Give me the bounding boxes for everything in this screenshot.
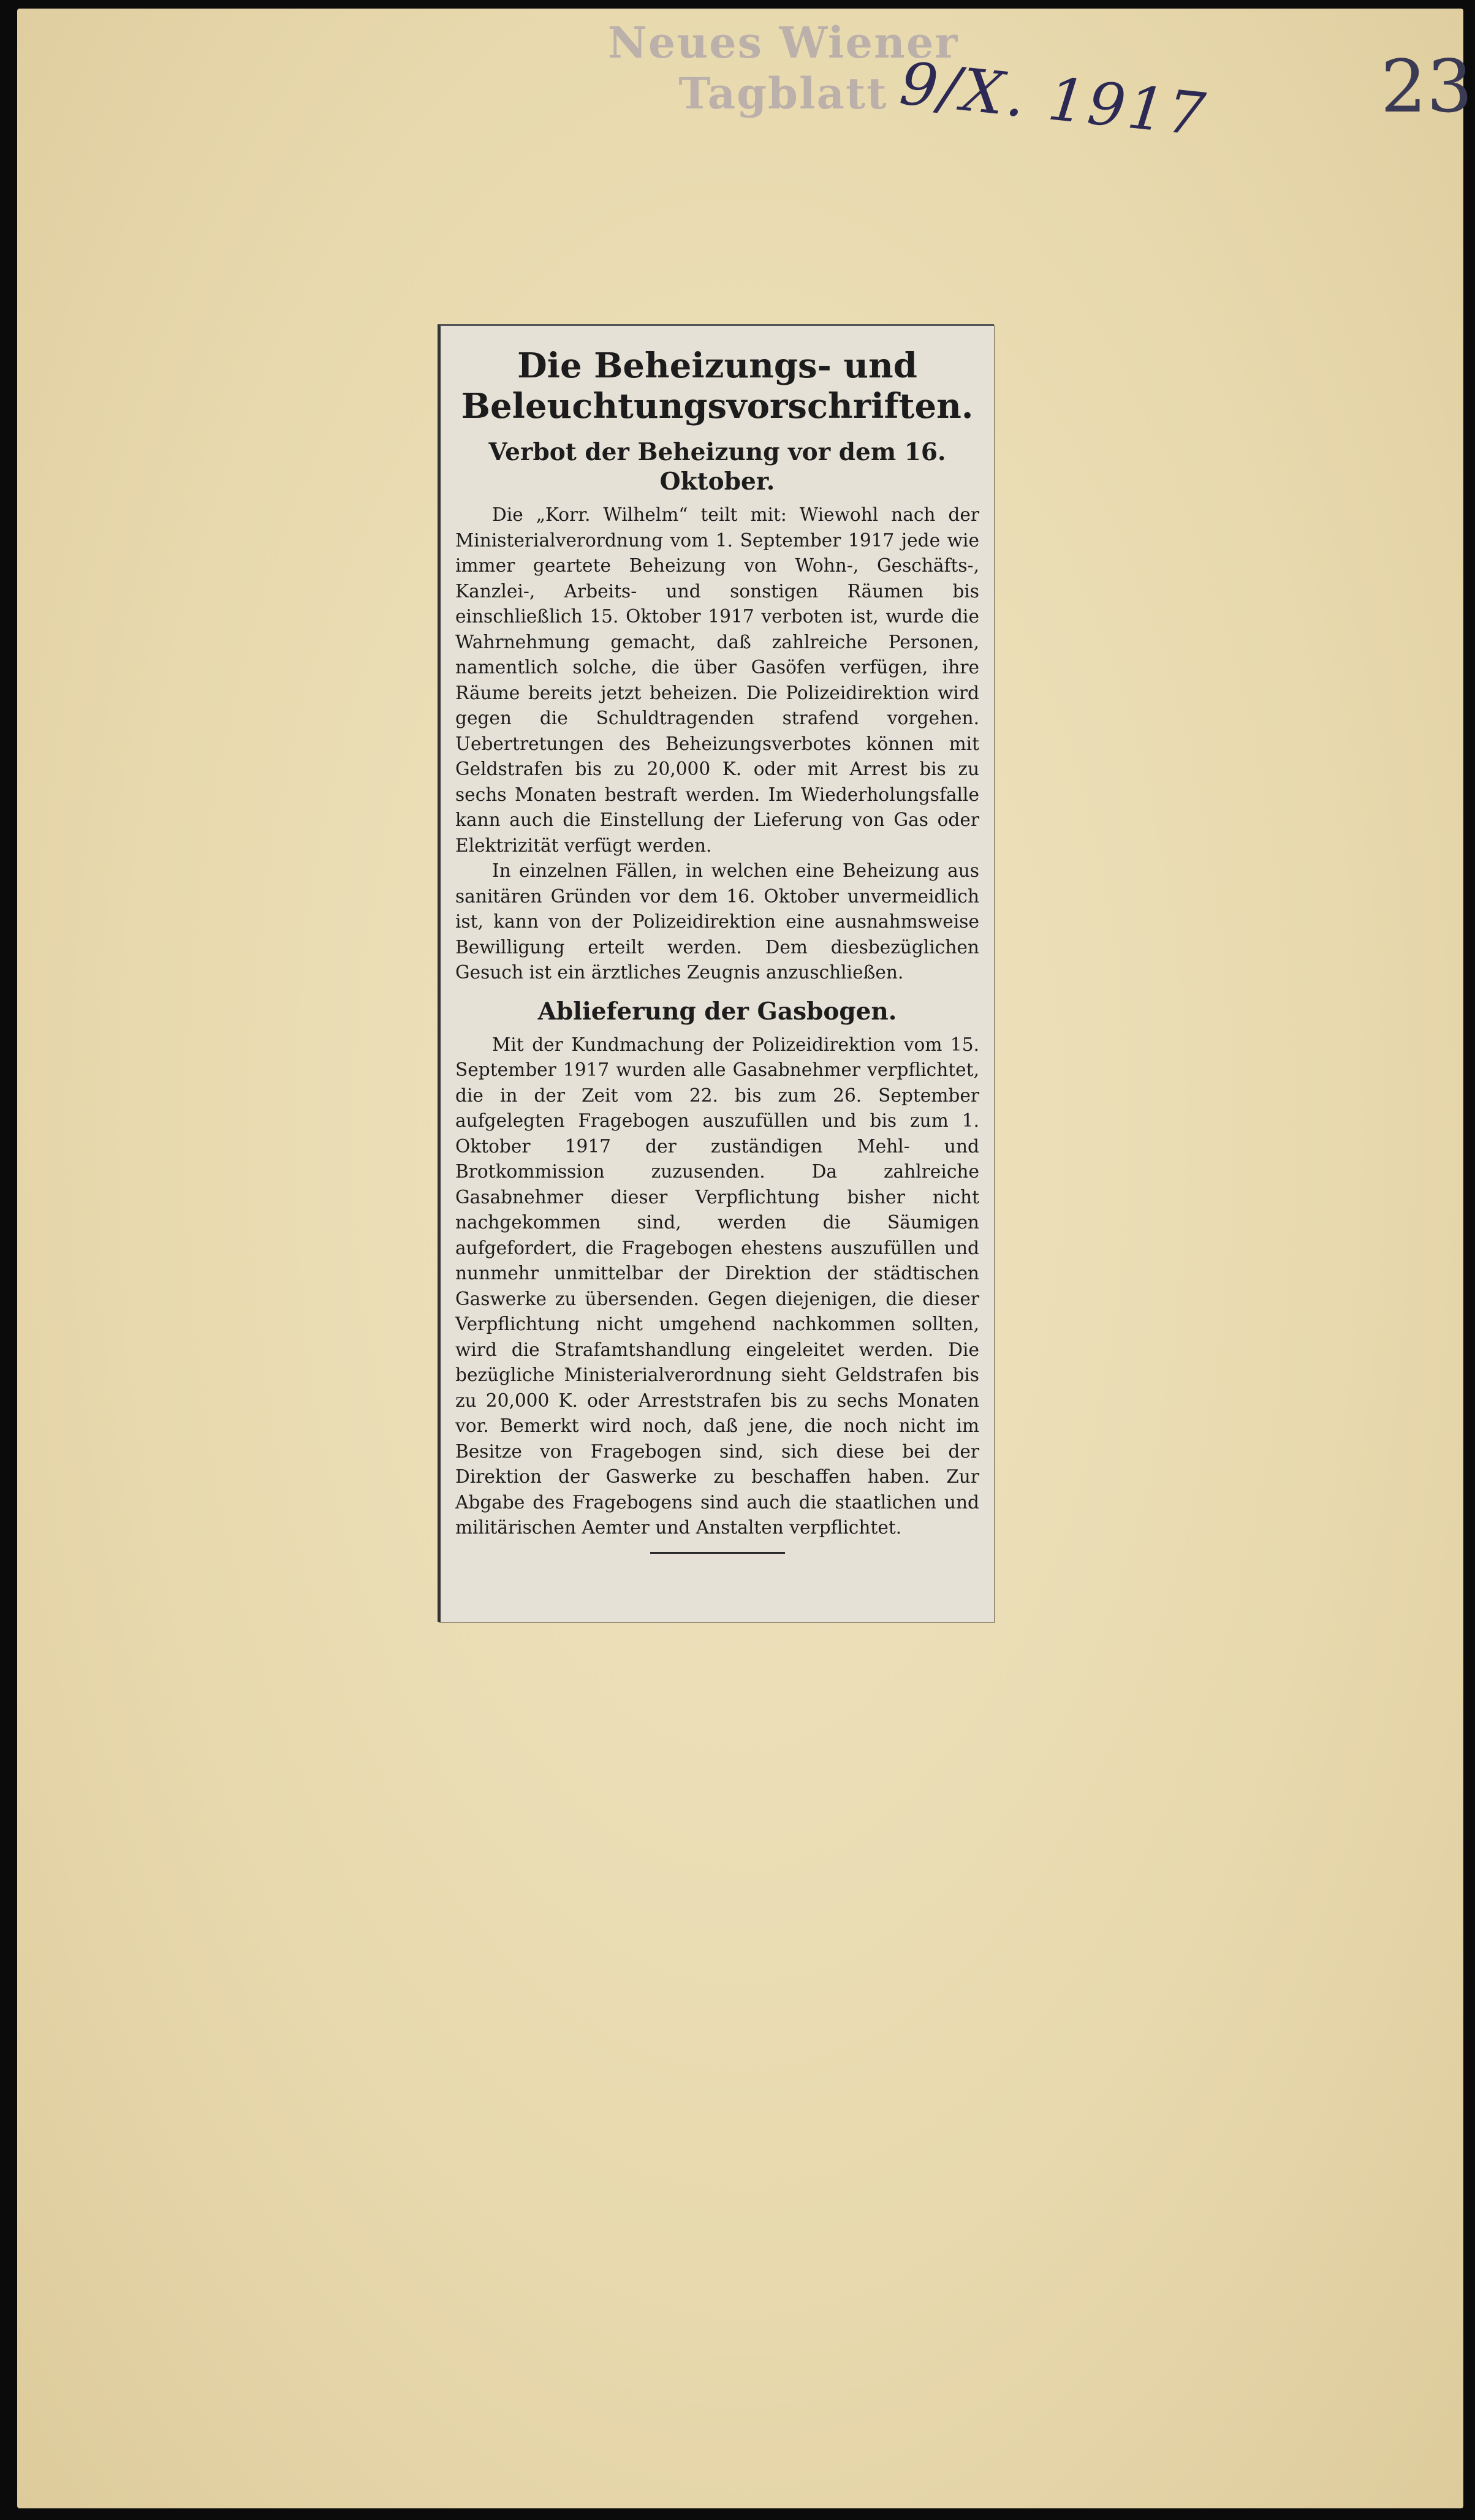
article-paragraph: Mit der Kundmachung der Polizeidirektion vom 15. September 1917 wurden alle Gasabnehmer verpflichtet, die in der Zeit vom 22. bis zum 26. September aufgelegten Fragebogen auszufüllen und bis zum 1. Oktober 1917 der zuständigen Mehl- und Brotkommission zuzusenden. Da zahlreiche Gasabnehmer dieser Verpflichtung bisher nicht nachgekommen sind, werden die Säumigen aufgefordert, die Fragebogen ehestens auszufüllen und nunmehr unmittelbar der Direktion der städtischen Gaswerke zu übersenden. Gegen diejenigen, die dieser Verpflichtung nicht umgehend nachkommen sollten, wird die Strafamtshandlung eingeleitet werden. Die bezügliche Ministerialverordnung sieht Geldstrafen bis zu 20,000 K. oder Arreststrafen bis zu sechs Monaten vor. Bemerkt wird noch, daß jene, die noch nicht im Besitze von Fragebogen sind, sich diese bei der Direktion der Gaswerke zu beschaffen haben. Zur Abgabe des Fragebogens sind auch die staatlichen und militärischen Aemter und Anstalten verpflichtet.: [455, 1034, 979, 1538]
section-title-gas-forms: Ablieferung der Gasbogen.: [537, 997, 897, 1026]
end-rule: [650, 1552, 785, 1554]
article-paragraph: In einzelnen Fällen, in welchen eine Beheizung aus sanitären Gründen vor dem 16. Oktober unvermeidlich ist, kann von der Polizeidirektion eine ausnahmsweise Bewilligung erteilt werden. Dem diesbezüglichen Gesuch ist ein ärztliches Zeugnis anzuschließen.: [455, 860, 979, 983]
archive-sheet: [17, 9, 1473, 2508]
newspaper-clipping: [438, 324, 994, 1622]
newspaper-stamp: Neues Wiener Tagblatt: [607, 17, 959, 119]
page-number: 23: [1381, 44, 1473, 129]
handwritten-date: 9/X. 1917: [897, 49, 1211, 149]
article-paragraph: Die „Korr. Wilhelm“ teilt mit: Wiewohl nach der Ministerialverordnung vom 1. September 1917 jede wie immer geartete Beheizung von Wohn-, Geschäfts-, Kanzlei-, Arbeits- und sonstigen Räumen bis einschließlich 15. Oktober 1917 verboten ist, wurde die Wahrnehmung gemacht, daß zahlreiche Personen, namentlich solche, die über Gasöfen verfügen, ihre Räume bereits jetzt beheizen. Die Polizeidirektion wird gegen die Schuldtragenden strafend vorgehen. Uebertretungen des Beheizungsverbotes können mit Geldstrafen bis zu 20,000 K. oder mit Arrest bis zu sechs Monaten bestraft werden. Im Wiederholungsfalle kann auch die Einstellung der Lieferung von Gas oder Elektrizität verfügt werden.: [455, 504, 979, 856]
article-headline: Die Beheizungs- und Beleuchtungsvorschriften.: [461, 346, 974, 426]
section-title-heating-ban: Verbot der Beheizung vor dem 16. Oktober.: [488, 438, 946, 496]
